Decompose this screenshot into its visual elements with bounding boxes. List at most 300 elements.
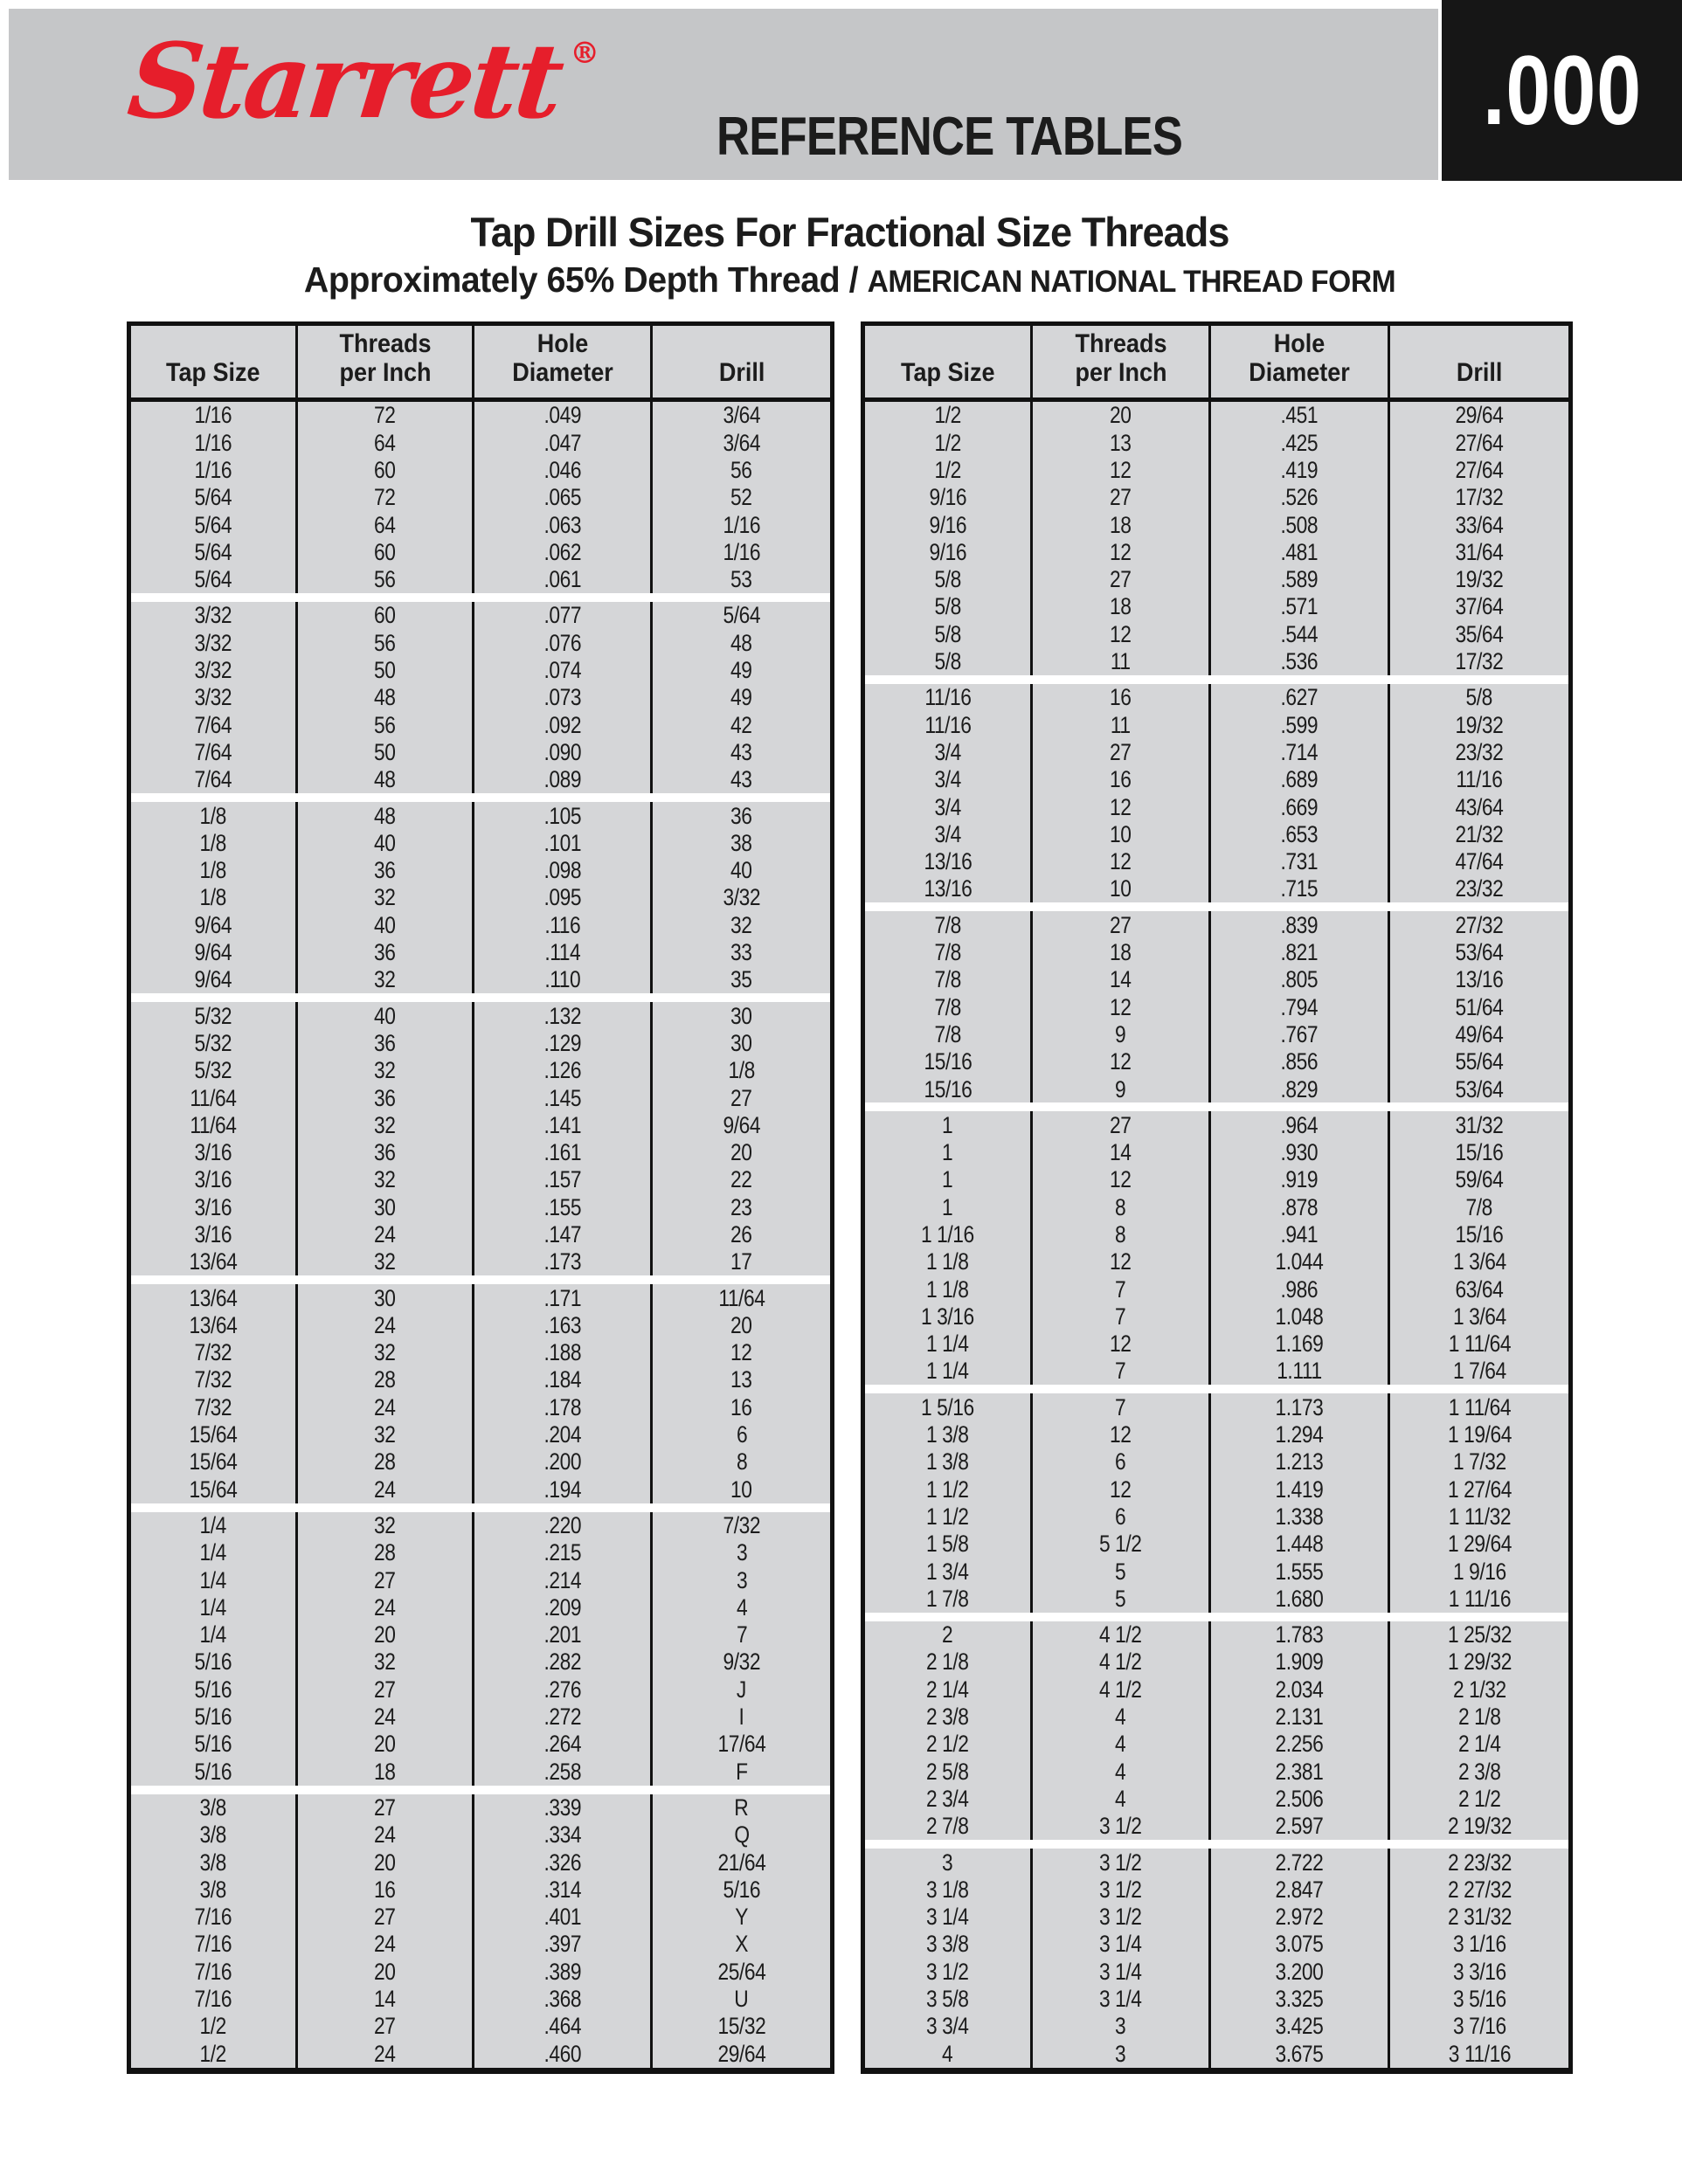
table-row: [865, 1904, 1568, 1931]
table-cell: [295, 2013, 472, 2040]
column-header: [1030, 326, 1208, 397]
table-row: [865, 1931, 1568, 1958]
table-cell: [472, 1931, 650, 1958]
cell-value: 1 3/8: [926, 1421, 969, 1448]
table-cell: [295, 1339, 472, 1366]
cell-value: 53/64: [1455, 1075, 1504, 1102]
cell-value: .214: [543, 1566, 582, 1593]
cell-value: .105: [543, 802, 582, 829]
table-cell: [472, 1366, 650, 1393]
cell-value: 5: [1115, 1558, 1126, 1585]
cell-value: 1.555: [1275, 1558, 1324, 1585]
table-cell: [295, 1284, 472, 1311]
table-cell: [1208, 766, 1388, 793]
table-cell: [865, 1758, 1030, 1785]
table-row: [865, 820, 1568, 847]
table-cell: [1030, 1704, 1208, 1731]
table-row: [131, 2013, 830, 2040]
cell-value: 7/16: [194, 1958, 232, 1985]
table-cell: [1208, 1676, 1388, 1703]
table-cell: [472, 1002, 650, 1029]
table-cell: [650, 1476, 830, 1503]
table-cell: [1030, 1531, 1208, 1558]
table-cell: [1208, 1585, 1388, 1612]
table-row: [865, 848, 1568, 875]
table-cell: [1030, 1358, 1208, 1385]
cell-value: .073: [543, 684, 582, 711]
cell-value: 2 3/4: [926, 1785, 969, 1812]
cell-value: 5/16: [194, 1758, 232, 1785]
table-cell: [865, 1448, 1030, 1476]
cell-value: 3/16: [194, 1166, 232, 1193]
table-cell: [131, 1002, 295, 1029]
table-row: [131, 1758, 830, 1785]
table-cell: [1030, 1111, 1208, 1138]
cell-value: 3/16: [194, 1221, 232, 1248]
table-row: [865, 566, 1568, 593]
table-cell: [131, 802, 295, 829]
table-cell: [650, 657, 830, 684]
cell-value: 2.972: [1275, 1904, 1324, 1931]
cell-value: 1.338: [1275, 1503, 1324, 1530]
cell-value: 13/16: [924, 875, 973, 902]
table-row: [865, 484, 1568, 511]
cell-value: 5/32: [194, 1002, 232, 1029]
table-cell: [865, 711, 1030, 738]
table-cell: [1388, 1904, 1568, 1931]
table-cell: [1030, 511, 1208, 538]
table-cell: [1030, 1021, 1208, 1048]
table-cell: [650, 538, 830, 565]
table-cell: [295, 1221, 472, 1248]
cell-value: 15/16: [1455, 1139, 1504, 1166]
table-cell: [1208, 1476, 1388, 1503]
cell-value: .714: [1280, 738, 1319, 765]
group-separator: [131, 1503, 830, 1512]
table-cell: [650, 966, 830, 993]
table-cell: [650, 1621, 830, 1648]
cell-value: 37/64: [1455, 593, 1504, 620]
table-cell: [295, 1676, 472, 1703]
table-row: [131, 1448, 830, 1476]
cell-value: 14: [1110, 1139, 1132, 1166]
cell-value: .141: [543, 1111, 582, 1138]
table-cell: [295, 711, 472, 738]
cell-value: .061: [543, 566, 582, 593]
table-cell: [472, 1904, 650, 1931]
cell-value: 3 1/2: [1099, 1876, 1142, 1903]
table-cell: [1208, 1393, 1388, 1420]
table-cell: [295, 1166, 472, 1193]
table-cell: [1030, 402, 1208, 429]
cell-value: 3/32: [194, 629, 232, 656]
table-cell: [1030, 1421, 1208, 1448]
table-cell: [1030, 1139, 1208, 1166]
table-row: [131, 766, 830, 793]
table-cell: [1388, 1876, 1568, 1903]
table-cell: [131, 911, 295, 938]
cell-value: 36: [374, 857, 396, 884]
table-cell: [1030, 993, 1208, 1020]
table-cell: [650, 1758, 830, 1785]
table-cell: [865, 511, 1030, 538]
cell-value: 63/64: [1455, 1275, 1504, 1303]
table-cell: [472, 2040, 650, 2067]
cell-value: 12: [1110, 538, 1132, 565]
cell-value: 1 1/4: [926, 1330, 969, 1358]
cell-value: .089: [543, 766, 582, 793]
cell-value: 8: [1115, 1221, 1126, 1248]
table-row: [131, 911, 830, 938]
cell-value: .049: [543, 402, 582, 429]
table-cell: [472, 1986, 650, 2013]
table-cell: [131, 939, 295, 966]
cell-value: 1 11/16: [1448, 1585, 1511, 1612]
cell-value: 1 1/2: [926, 1503, 969, 1530]
cell-value: 3.425: [1275, 2013, 1324, 2040]
cell-value: 1/16: [723, 538, 760, 565]
cell-value: 3 5/16: [1452, 1986, 1506, 2013]
cell-value: 1/16: [723, 511, 760, 538]
table-cell: [865, 1421, 1030, 1448]
column-header-label: Tap Size: [900, 357, 995, 387]
table-cell: [1388, 1075, 1568, 1102]
table-cell: [865, 1221, 1030, 1248]
cell-value: 5/16: [723, 1876, 760, 1903]
cell-value: 3/8: [199, 1876, 227, 1903]
table-cell: [1388, 457, 1568, 484]
cell-value: 1 1/16: [921, 1221, 974, 1248]
table-cell: [650, 911, 830, 938]
table-cell: [131, 538, 295, 565]
table-cell: [650, 1111, 830, 1138]
table-cell: [472, 1476, 650, 1503]
table-cell: [1208, 1758, 1388, 1785]
table-cell: [1388, 511, 1568, 538]
cell-value: .805: [1280, 966, 1319, 993]
column-header: [295, 326, 472, 397]
table-cell: [131, 457, 295, 484]
cell-value: 2 7/8: [926, 1813, 969, 1840]
cell-value: 12: [1110, 993, 1132, 1020]
table-cell: [650, 2013, 830, 2040]
table-row: [865, 1731, 1568, 1758]
cell-value: 53/64: [1455, 939, 1504, 966]
column-header-label: Hole Diameter: [512, 329, 613, 387]
table-row: [865, 1021, 1568, 1048]
cell-value: 2.722: [1275, 1849, 1324, 1876]
table-cell: [865, 1393, 1030, 1420]
table-cell: [1208, 457, 1388, 484]
cell-value: 32: [374, 1248, 396, 1275]
cell-value: .878: [1280, 1193, 1319, 1220]
table-row: [865, 1221, 1568, 1248]
cell-value: 12: [1110, 1421, 1132, 1448]
cell-value: 6: [1115, 1503, 1126, 1530]
cell-value: 3/64: [723, 429, 760, 456]
table-cell: [1030, 1585, 1208, 1612]
cell-value: 14: [374, 1986, 396, 2013]
table-cell: [295, 1539, 472, 1566]
table-cell: [1388, 793, 1568, 820]
cell-value: 27: [1110, 566, 1132, 593]
cell-value: .589: [1280, 566, 1319, 593]
cell-value: 2 1/4: [1457, 1731, 1501, 1758]
table-cell: [650, 1221, 830, 1248]
cell-value: 18: [374, 1758, 396, 1785]
table-cell: [1208, 1813, 1388, 1840]
table-cell: [865, 1075, 1030, 1102]
cell-value: .508: [1280, 511, 1319, 538]
cell-value: 7: [1115, 1358, 1126, 1385]
table-cell: [131, 1794, 295, 1821]
cell-value: .157: [543, 1166, 582, 1193]
table-cell: [1030, 1558, 1208, 1585]
table-cell: [1030, 793, 1208, 820]
cell-value: 12: [1110, 456, 1132, 483]
cell-value: 7/8: [934, 993, 961, 1020]
table-cell: [472, 629, 650, 656]
cell-value: .220: [543, 1511, 582, 1538]
cell-value: 3/4: [934, 793, 961, 820]
table-cell: [472, 857, 650, 884]
cell-value: .544: [1280, 620, 1319, 647]
table-cell: [1030, 2040, 1208, 2067]
table-cell: [1030, 966, 1208, 993]
cell-value: 12: [1110, 1166, 1132, 1193]
cell-value: 3 7/16: [1452, 2013, 1506, 2040]
cell-value: 1/4: [199, 1621, 227, 1648]
table-cell: [1208, 1021, 1388, 1048]
table-cell: [865, 648, 1030, 675]
cell-value: 6: [736, 1421, 747, 1448]
cell-value: 64: [374, 429, 396, 456]
table-cell: [295, 1876, 472, 1903]
cell-value: .076: [543, 629, 582, 656]
cell-value: .145: [543, 1084, 582, 1111]
table-cell: [1388, 1731, 1568, 1758]
cell-value: 1/2: [199, 2013, 227, 2040]
cell-value: 24: [374, 1311, 396, 1338]
cell-value: .941: [1280, 1221, 1319, 1248]
table-cell: [650, 857, 830, 884]
cell-value: 7/64: [194, 766, 232, 793]
table-row: [131, 1248, 830, 1275]
cell-value: .464: [543, 2013, 582, 2040]
table-cell: [472, 1539, 650, 1566]
table-row: [865, 939, 1568, 966]
cell-value: 1 7/8: [926, 1585, 969, 1612]
cell-value: R: [734, 1794, 749, 1821]
cell-value: 1 3/64: [1452, 1303, 1506, 1330]
cell-value: 5/64: [194, 484, 232, 511]
table-cell: [1388, 848, 1568, 875]
cell-value: 13/64: [189, 1248, 238, 1275]
cell-value: 1 3/16: [921, 1303, 974, 1330]
table-cell: [131, 429, 295, 456]
table-row: [131, 484, 830, 511]
cell-value: .669: [1280, 793, 1319, 820]
cell-value: 1/16: [194, 456, 232, 483]
cell-value: 33: [730, 939, 752, 966]
cell-value: 1.909: [1275, 1648, 1324, 1676]
table-cell: [650, 1284, 830, 1311]
cell-value: 7/8: [934, 1020, 961, 1047]
table-cell: [131, 1904, 295, 1931]
table-cell: [131, 484, 295, 511]
table-cell: [1030, 1393, 1208, 1420]
table-cell: [1030, 484, 1208, 511]
cell-value: 56: [730, 456, 752, 483]
table-cell: [650, 766, 830, 793]
cell-value: 5/64: [194, 511, 232, 538]
cell-value: 13: [730, 1366, 752, 1393]
cell-value: 40: [374, 829, 396, 856]
table-cell: [1208, 875, 1388, 902]
table-cell: [650, 1593, 830, 1621]
cell-value: 24: [374, 1593, 396, 1621]
table-row: [865, 1876, 1568, 1903]
table-row: [865, 1330, 1568, 1358]
cell-value: Q: [734, 1821, 750, 1849]
table-cell: [1208, 1248, 1388, 1275]
cell-value: 15/16: [924, 1075, 973, 1102]
cell-value: .397: [543, 1931, 582, 1958]
cell-value: 12: [1110, 620, 1132, 647]
cell-value: 3 1/2: [1099, 1904, 1142, 1931]
table-cell: [472, 429, 650, 456]
table-row: [131, 1002, 830, 1029]
cell-value: 4 1/2: [1099, 1676, 1142, 1703]
cell-value: .098: [543, 857, 582, 884]
table-row: [131, 829, 830, 856]
table-cell: [1208, 966, 1388, 993]
cell-value: 13/16: [924, 848, 973, 875]
table-row: [131, 402, 830, 429]
table-cell: [472, 1421, 650, 1448]
table-cell: [1388, 939, 1568, 966]
cell-value: 4 1/2: [1099, 1648, 1142, 1676]
cell-value: 3 1/4: [926, 1904, 969, 1931]
table-cell: [650, 1648, 830, 1676]
cell-value: 1 3/4: [926, 1558, 969, 1585]
table-cell: [472, 1084, 650, 1111]
table-row: [131, 1986, 830, 2013]
cell-value: 26: [730, 1221, 752, 1248]
table-cell: [131, 1193, 295, 1220]
cell-value: 3.075: [1275, 1931, 1324, 1958]
table-cell: [1208, 1303, 1388, 1330]
table-cell: [472, 802, 650, 829]
table-cell: [1388, 1248, 1568, 1275]
table-cell: [865, 1676, 1030, 1703]
table-cell: [131, 1421, 295, 1448]
cell-value: 47/64: [1455, 848, 1504, 875]
cell-value: 3 1/4: [1099, 1958, 1142, 1985]
table-cell: [472, 2013, 650, 2040]
table-cell: [1388, 538, 1568, 565]
table-cell: [865, 820, 1030, 847]
cell-value: 3/8: [199, 1794, 227, 1821]
table-cell: [131, 857, 295, 884]
cell-value: 32: [374, 1511, 396, 1538]
table-cell: [865, 484, 1030, 511]
cell-value: 11/16: [924, 684, 972, 711]
cell-value: 18: [1110, 593, 1132, 620]
table-cell: [131, 966, 295, 993]
cell-value: 3 1/4: [1099, 1986, 1142, 2013]
table-cell: [650, 1248, 830, 1275]
table-cell: [295, 629, 472, 656]
table-cell: [865, 1248, 1030, 1275]
table-cell: [1030, 1986, 1208, 2013]
table-cell: [1388, 993, 1568, 1020]
table-cell: [865, 566, 1030, 593]
cell-value: 1 1/8: [926, 1248, 969, 1275]
table-cell: [865, 1876, 1030, 1903]
cell-value: 1/4: [199, 1511, 227, 1538]
cell-value: 43: [730, 738, 752, 765]
cell-value: 10: [730, 1476, 752, 1503]
group-separator: [865, 675, 1568, 684]
table-cell: [295, 739, 472, 766]
table-row: [131, 1876, 830, 1903]
cell-value: 3 1/2: [926, 1958, 969, 1985]
cell-value: 1/4: [199, 1566, 227, 1593]
table-row: [131, 511, 830, 538]
table-cell: [295, 1731, 472, 1758]
table-row: [131, 602, 830, 629]
table-cell: [1208, 566, 1388, 593]
table-cell: [650, 1339, 830, 1366]
cell-value: 5/64: [723, 602, 760, 629]
table-cell: [1388, 1621, 1568, 1648]
table-row: [865, 457, 1568, 484]
table-row: [131, 1621, 830, 1648]
table-cell: [865, 1704, 1030, 1731]
cell-value: 60: [374, 538, 396, 565]
cell-value: .188: [543, 1339, 582, 1366]
table-cell: [865, 993, 1030, 1020]
table-cell: [295, 1931, 472, 1958]
cell-value: 1/4: [199, 1593, 227, 1621]
table-cell: [1388, 1166, 1568, 1193]
cell-value: 38: [730, 829, 752, 856]
cell-value: 33/64: [1455, 511, 1504, 538]
table-row: [865, 1676, 1568, 1703]
table-cell: [1030, 739, 1208, 766]
cell-value: 6: [1115, 1448, 1126, 1476]
cell-value: 48: [374, 766, 396, 793]
cell-value: 7: [1115, 1393, 1126, 1420]
table-cell: [1030, 848, 1208, 875]
table-cell: [650, 1539, 830, 1566]
table-cell: [865, 2040, 1030, 2067]
cell-value: 1: [942, 1166, 953, 1193]
table-row: [865, 1958, 1568, 1985]
table-cell: [131, 1704, 295, 1731]
cell-value: 9/64: [194, 939, 232, 966]
table-cell: [295, 1139, 472, 1166]
table-row: [865, 1476, 1568, 1503]
table-cell: [865, 766, 1030, 793]
table-cell: [650, 884, 830, 911]
cell-value: 30: [730, 1029, 752, 1056]
cell-value: 18: [1110, 939, 1132, 966]
table-cell: [1030, 911, 1208, 938]
cell-value: .419: [1280, 456, 1319, 483]
cell-value: 7/64: [194, 738, 232, 765]
